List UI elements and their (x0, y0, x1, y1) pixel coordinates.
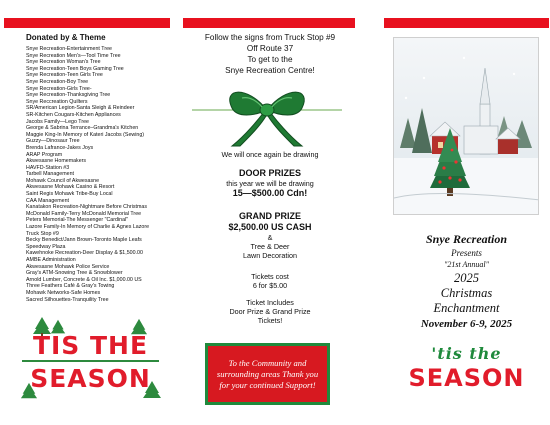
donor-item: McDonald Family-Terry McDonald Memorial Tree (26, 210, 142, 217)
donor-item: Peters Memorial-The Messenger "Cardinal" (26, 217, 129, 224)
door-prizes-subtitle: this year we will be drawing (226, 179, 314, 188)
thank-you-text: To the Community and surrounding areas Thank you for your continued Support! (216, 357, 319, 390)
donor-item: Arnold Lumber, Concrete & Oil Inc. $1,000.00 US (26, 276, 142, 283)
donor-item: Three Feathers Café & Gray's Towing (26, 283, 115, 290)
donor-item: Saint Regis Mohawk Tribe-Buy Local (26, 191, 113, 198)
donor-item: Snye Recreation-Thanksgiving Tree (26, 92, 111, 99)
donor-item: Kanatakon Recreation-Nightmare Before Christmas (26, 204, 148, 211)
tis-the-text: 'tis the (431, 344, 502, 363)
directions-line: To get to the (247, 55, 293, 64)
drawing-note: We will once again be drawing (221, 150, 319, 159)
donor-item: Tarbell Management (26, 171, 74, 178)
donor-item: SR-Kitchen Cougars-Kitchen Appliances (26, 111, 121, 118)
winter-scene-image (394, 38, 539, 215)
directions-line: Snye Recreation Centre! (225, 66, 315, 75)
donor-item: Snye Recreation-Teen Girls Tree (26, 72, 103, 79)
green-bow-ribbon-icon (192, 80, 342, 150)
directions-line: Follow the signs from Truck Stop #9 (204, 33, 336, 42)
event-year: 2025 (454, 271, 479, 285)
event-title-block (384, 232, 549, 332)
event-name-line1: Christmas (440, 286, 493, 300)
tickets-cost: Tickets cost (251, 272, 289, 281)
donor-item: Becky Benedict/Jann Brown-Toronto Maple Leafs (26, 237, 142, 244)
grand-prize-item: Tree & Deer (250, 242, 290, 251)
tickets-price: 6 for $5.00 (252, 281, 288, 290)
donor-item: Mohawk Council of Akwesasne (26, 177, 100, 184)
donor-item: SR/American Legion-Santa Sleigh & Reindeer (26, 105, 135, 112)
season-text: SEASON (30, 364, 151, 393)
donor-item: Snye Recreation Men's—Tool Time Tree (26, 52, 121, 59)
presents-text: Presents (451, 248, 482, 258)
donor-item: Akwesasne Homemakers (26, 158, 87, 165)
donor-item: Brenda Lafrance-Jakes Joys (26, 144, 94, 151)
grand-prize-amount: $2,500.00 US CASH (228, 222, 312, 232)
grand-prize-title: GRAND PRIZE (238, 211, 301, 221)
tis-the-text: TIS THE (32, 331, 149, 360)
thank-you-box (205, 343, 330, 405)
tis-the-season-graphic-left (18, 316, 163, 408)
ticket-includes: Ticket Includes (246, 298, 294, 307)
donor-item: Truck Stop #9 (26, 230, 59, 237)
event-name-line2: Enchantment (433, 301, 500, 315)
donor-item: ARAP Program (26, 151, 63, 158)
donor-item: Snye Recreation-Teen Boys Gaming Tree (26, 65, 124, 72)
donor-item: Mohawk Networks-Safe Homes (26, 289, 101, 296)
prizes-panel (186, 150, 354, 325)
donor-item: Speedway Plaza (26, 243, 66, 250)
donor-item: CAA Management (26, 197, 69, 204)
winter-village-painting (393, 37, 539, 215)
grand-prize-item: Lawn Decoration (243, 251, 297, 260)
ticket-includes: Tickets! (257, 316, 283, 325)
ticket-includes: Door Prize & Grand Prize (229, 307, 311, 316)
grand-prize-ampersand: & (267, 233, 273, 242)
door-prizes-title: DOOR PRIZES (238, 168, 301, 178)
donor-item: HAVFD-Station #3 (26, 164, 70, 171)
donor-item: Sacred Silhouettes-Tranquility Tree (26, 296, 109, 303)
donor-item: George & Sabrina Terrance–Grandma's Kitchen (26, 125, 139, 132)
directions-panel (186, 32, 354, 76)
donor-item: Kawehnoke Recreation-Deer Display & $1,500.00 (26, 250, 143, 257)
door-prizes-amount: 15—$500.00 Cdn! (232, 188, 308, 198)
donor-panel (26, 32, 176, 303)
donor-item: Snye Recreation-Boy Tree (26, 78, 89, 85)
donor-item: Snye Reccreation Quilters (26, 98, 88, 105)
donor-item: Akwesasne Mohawk Police Service (26, 263, 110, 270)
tis-the-season-graphic-right (384, 342, 549, 412)
donor-item: Snye Recreation-Girls Tree- (26, 85, 92, 92)
directions-line: Off Route 37 (246, 44, 294, 53)
organization-name: Snye Recreation (426, 232, 507, 246)
annual-text: "21st Annual" (443, 260, 490, 269)
donor-item: Gray's ATM-Snowing Tree & Snowblower (26, 270, 123, 277)
donor-heading: Donated by & Theme (26, 33, 106, 42)
right-top-bar (384, 18, 549, 28)
donor-item: Snye Recreation Woman's Tree (26, 59, 101, 66)
donor-item: Jacobs Family—Lego Tree (26, 118, 90, 125)
donor-item: Maggie King-In Memory of Kateri Jacobs (Sewing) (26, 131, 145, 138)
donor-item: Lazore Family-In Memory of Charlie & Agnes Lazore (26, 224, 150, 231)
event-dates: November 6-9, 2025 (420, 318, 513, 330)
season-text: SEASON (408, 364, 525, 392)
donor-item: Akwesasne Mohawk Casino & Resort (26, 184, 115, 191)
divider (22, 360, 159, 362)
left-top-bar (4, 18, 170, 28)
donor-item: AMBE Administration (26, 257, 76, 263)
middle-top-bar (183, 18, 355, 28)
donor-list (26, 46, 176, 303)
donor-item: Guzzy—Dinosaur Tree (26, 138, 80, 145)
donor-item: Snye Recreation-Entertainment Tree (26, 46, 112, 52)
